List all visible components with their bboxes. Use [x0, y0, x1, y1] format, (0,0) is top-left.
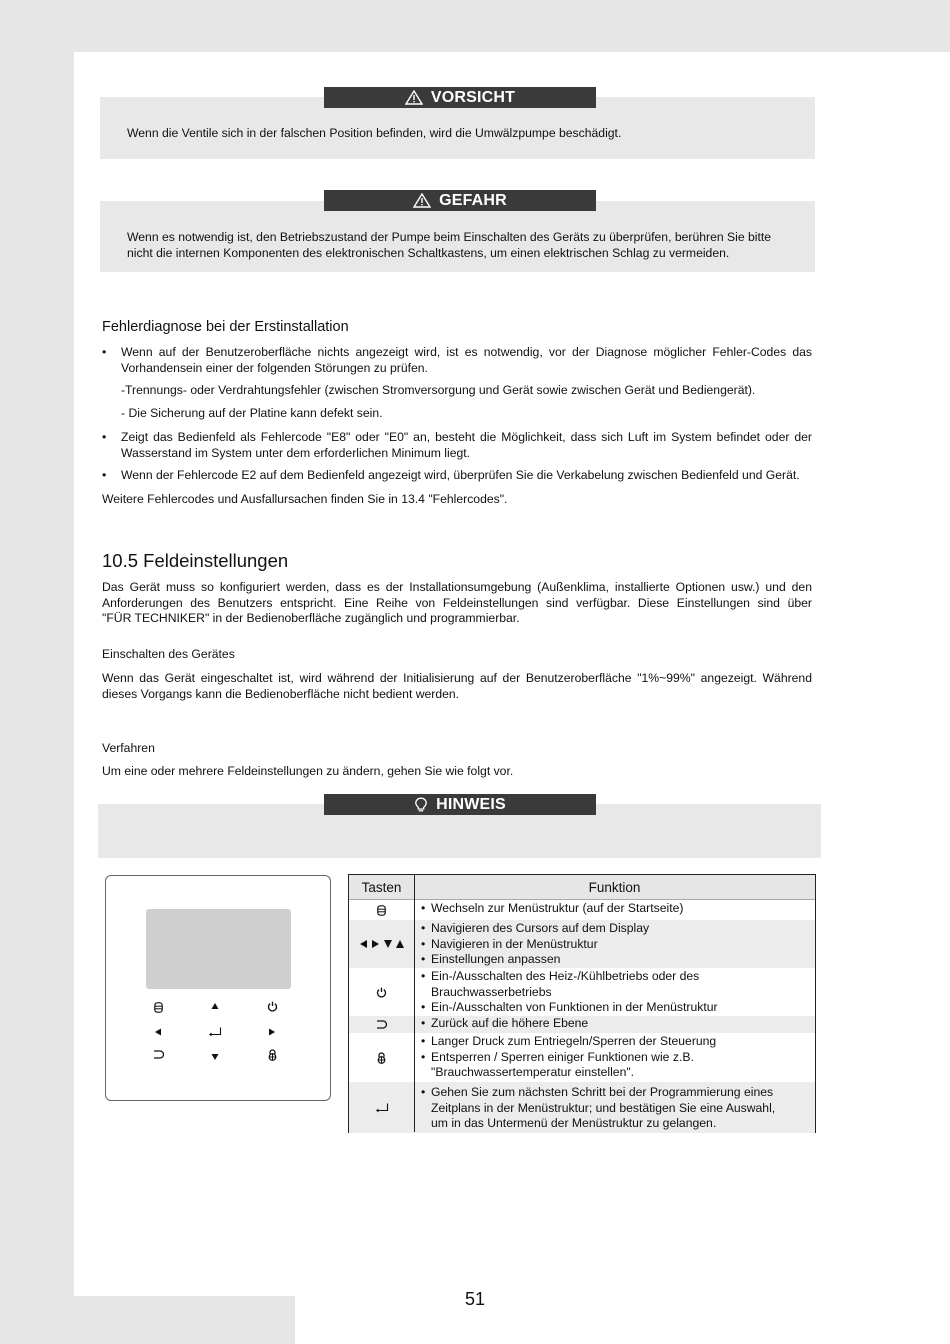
lock-icon [349, 1033, 414, 1082]
header-keys: Tasten [361, 879, 402, 895]
power-line: Wenn das Gerät eingeschaltet ist, wird während der Initialisierung auf der Benutzeroberfläche "1%~99%" angezeigt. Während [102, 671, 812, 685]
bullet-dot: • [421, 921, 426, 935]
function-line [421, 1000, 807, 1016]
function-line [421, 1050, 807, 1066]
row-function [421, 1085, 807, 1132]
function-text: Brauchwasserbetriebs [431, 984, 552, 999]
up-arrow-icon[interactable] [207, 1002, 223, 1016]
page-number: 51 [464, 1289, 486, 1309]
row-function [421, 901, 807, 917]
bullet-dot: • [421, 1016, 426, 1030]
function-text: Ein-/Ausschalten des Heiz-/Kühlbetriebs oder des [431, 969, 700, 983]
bullet-dot: • [421, 1049, 426, 1064]
back-icon[interactable] [150, 1050, 166, 1064]
diagnosis-bullet [102, 345, 812, 377]
power-line: dieses Vorgangs kann die Bedienoberfläche nicht bedient werden. [102, 686, 460, 701]
intro-line: "FÜR TECHNIKER" in der Bedienoberfläche zugänglich und programmierbar. [102, 611, 520, 625]
section-title: 10.5 Feldeinstellungen [102, 550, 289, 571]
note-label-text: HINWEIS [436, 795, 506, 813]
function-line [421, 1016, 807, 1032]
bullet-text [121, 430, 812, 461]
row-function [421, 1016, 807, 1032]
power-heading: Einschalten des Gerätes [102, 647, 235, 661]
danger-label [324, 190, 596, 211]
function-text: Navigieren des Cursors auf dem Display [431, 921, 650, 935]
power-icon[interactable] [264, 1001, 280, 1015]
controller-illustration [105, 875, 331, 1101]
function-text: Ein-/Ausschalten von Funktionen in der Menüstruktur [431, 1000, 718, 1015]
power-text [102, 671, 812, 702]
bullet-line: Wenn auf der Benutzeroberfläche nichts angezeigt wird, ist es notwendig, vor der Diagnose möglicher Fehler-Codes das [121, 345, 812, 359]
menu-icon[interactable] [150, 1002, 166, 1016]
function-line [421, 952, 807, 968]
function-line [421, 921, 807, 937]
intro-line: Anforderungen des Benutzers entspricht. Eine Reihe von Feldeinstellungen sind verfügbar. Diese Einstellungen sind über [102, 595, 812, 610]
function-text: Navigieren in der Menüstruktur [431, 936, 598, 951]
power-icon [349, 968, 414, 1016]
procedure-text: Um eine oder mehrere Feldeinstellungen zu ändern, gehen Sie wie folgt vor. [102, 764, 514, 778]
enter-icon [349, 1082, 414, 1133]
bullet-dot: • [421, 1000, 426, 1015]
function-text: um in das Untermenü der Menüstruktur zu gelangen. [431, 1116, 717, 1131]
caution-label [324, 87, 596, 108]
row-function [421, 921, 807, 968]
diagnosis-bullet [102, 468, 812, 484]
function-text: Zeitplans in der Menüstruktur; und bestätigen Sie eine Auswahl, [431, 1100, 776, 1115]
right-arrow-icon[interactable] [264, 1028, 280, 1042]
table-row [349, 968, 815, 1016]
bullet-dot: • [102, 345, 107, 359]
function-line [421, 1034, 807, 1050]
caution-text: Wenn die Ventile sich in der falschen Position befinden, wird die Umwälzpumpe beschädigt. [127, 126, 622, 140]
enter-icon[interactable] [207, 1027, 223, 1041]
danger-line: Wenn es notwendig ist, den Betriebszustand der Pumpe beim Einschalten des Geräts zu überprüfen, berühren Sie bitte [127, 230, 772, 244]
bullet-line: Zeigt das Bedienfeld als Fehlercode "E8" oder "E0" an, besteht die Möglichkeit, dass sich Luft im System befindet oder der [121, 430, 812, 444]
section-intro [102, 580, 812, 627]
function-line [421, 1116, 807, 1132]
column-divider [414, 875, 415, 1132]
table-row [349, 900, 815, 920]
function-text: "Brauchwassertemperatur einstellen". [431, 1065, 635, 1080]
diagnosis-heading: Fehlerdiagnose bei der Erstinstallation [102, 319, 349, 335]
warning-triangle-icon [413, 193, 431, 208]
caution-label-text: VORSICHT [430, 88, 516, 106]
diagnosis-sub-item: - Die Sicherung auf der Platine kann defekt sein. [121, 406, 383, 420]
left-arrow-icon[interactable] [150, 1028, 166, 1042]
warning-triangle-icon [405, 90, 423, 105]
arrows-icon [349, 920, 414, 968]
page-margin-top [0, 0, 295, 52]
table-row [349, 920, 815, 968]
bullet-dot: • [421, 1085, 426, 1099]
lock-icon[interactable] [264, 1049, 280, 1063]
menu-icon [349, 900, 414, 920]
function-line [421, 1101, 807, 1117]
lightbulb-icon [414, 797, 428, 813]
function-text: Zurück auf die höhere Ebene [431, 1016, 589, 1030]
row-function [421, 969, 807, 1016]
table-row [349, 1033, 815, 1082]
function-line [421, 1065, 807, 1081]
diagnosis-footer: Weitere Fehlercodes und Ausfallursachen finden Sie in 13.4 "Fehlercodes". [102, 492, 508, 506]
danger-label-text: GEFAHR [439, 191, 507, 209]
table-row [349, 1016, 815, 1033]
procedure-heading: Verfahren [102, 741, 155, 755]
bullet-dot: • [102, 468, 107, 482]
function-line [421, 901, 807, 917]
function-line [421, 969, 807, 985]
function-text: Wechseln zur Menüstruktur (auf der Startseite) [431, 901, 684, 915]
bullet-dot: • [421, 936, 426, 951]
table-header [349, 875, 815, 900]
bullet-text [121, 468, 812, 484]
danger-line: nicht die internen Komponenten des elektronischen Schaltkastens, um einen elektrischen Schlag zu vermeiden. [127, 245, 730, 260]
table-row [349, 1082, 815, 1133]
bullet-dot: • [421, 901, 426, 915]
bullet-dot: • [421, 969, 426, 983]
row-function [421, 1034, 807, 1081]
note-label [324, 794, 596, 815]
header-function: Funktion [588, 879, 641, 895]
diagnosis-bullet [102, 430, 812, 462]
function-text: Einstellungen anpassen [431, 952, 561, 967]
function-line [421, 1085, 807, 1101]
controller-display [146, 909, 291, 989]
bullet-dot: • [102, 430, 107, 444]
bullet-dot: • [421, 1034, 426, 1048]
danger-text [127, 230, 807, 261]
intro-line: Das Gerät muss so konfiguriert werden, dass es der Installationsumgebung (Außenklima, installierte Optionen usw.) und den [102, 580, 812, 594]
function-line [421, 937, 807, 953]
bullet-dot: • [421, 952, 426, 967]
function-text: Gehen Sie zum nächsten Schritt bei der Programmierung eines [431, 1085, 774, 1099]
back-icon [349, 1016, 414, 1033]
down-arrow-icon[interactable] [207, 1053, 223, 1067]
function-text: Entsperren / Sperren einiger Funktionen wie z.B. [431, 1049, 694, 1064]
bullet-line: Vorhandensein einer der folgenden Störungen zu prüfen. [121, 360, 428, 375]
key-function-table [348, 874, 816, 1133]
bullet-line: Wasserstand im System unter dem erforderlichen Minimum liegt. [121, 445, 471, 460]
bullet-line: Wenn der Fehlercode E2 auf dem Bedienfeld angezeigt wird, überprüfen Sie die Verkabelung zwischen Bedienfeld und Gerät. [121, 468, 800, 482]
function-line [421, 985, 807, 1001]
diagnosis-sub-item: -Trennungs- oder Verdrahtungsfehler (zwischen Stromversorgung und Gerät sowie zwischen Gerät und Bediengerät). [121, 383, 756, 397]
bullet-text [121, 345, 812, 376]
function-text: Langer Druck zum Entriegeln/Sperren der Steuerung [431, 1034, 717, 1048]
